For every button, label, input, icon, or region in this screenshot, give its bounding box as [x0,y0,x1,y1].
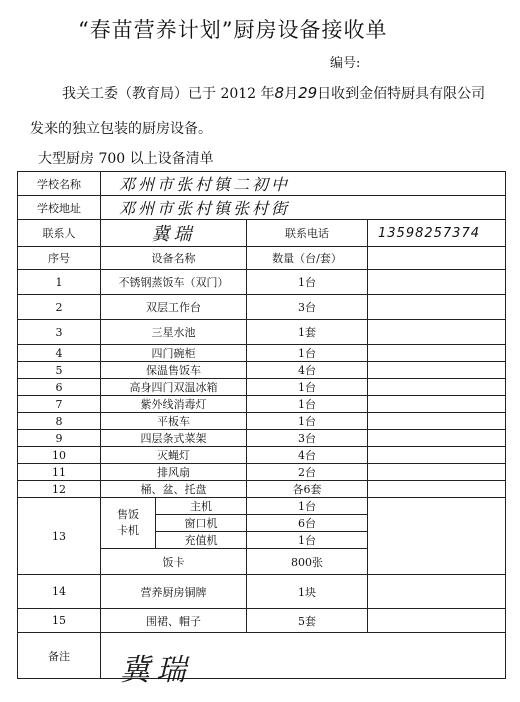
card-machine-qty: 1台 [247,498,368,515]
table-row [18,295,506,320]
table-row [18,464,506,481]
row-name: 围裙、帽子 [101,609,247,633]
row-qty: 3台 [247,295,368,320]
card-machine-item: 饭卡 [101,549,247,575]
table-row [18,447,506,464]
row-qty: 1台 [247,345,368,362]
row-qty: 1块 [247,575,368,609]
table-row [18,396,506,413]
card-machine-qty: 800张 [247,549,368,575]
row-index: 2 [18,295,101,320]
row-blank [368,430,506,447]
handwritten-month: 8 [274,84,285,102]
card-machine-qty: 6台 [247,515,368,532]
card-machine-item: 窗口机 [156,515,247,532]
row-qty: 4台 [247,447,368,464]
card-machine-qty: 1台 [247,532,368,549]
contact-label: 联系人 [18,220,101,247]
row-index: 6 [18,379,101,396]
row-qty: 1台 [247,413,368,430]
table-row [18,609,506,633]
phone-label: 联系电话 [247,220,368,247]
row-qty: 各6套 [247,481,368,498]
row-name: 排风扇 [101,464,247,481]
table-row [18,362,506,379]
row-name: 营养厨房铜牌 [101,575,247,609]
row-name: 高身四门双温冰箱 [101,379,247,396]
row-name: 双层工作台 [101,295,247,320]
column-header-row [18,247,506,270]
row-blank [368,413,506,430]
row-blank [368,295,506,320]
row-index: 14 [18,575,101,609]
card-machine-item: 充值机 [156,532,247,549]
school-address-row [18,196,506,220]
row-name: 不锈钢蒸饭车（双门） [101,270,247,295]
card-machine-index: 13 [18,498,101,575]
receipt-statement [62,83,485,103]
list-subtitle: 大型厨房 700 以上设备清单 [38,151,214,167]
row-blank [368,320,506,345]
equipment-table [17,171,506,679]
row-qty: 1台 [247,396,368,413]
row-name: 桶、盆、托盘 [101,481,247,498]
row-blank [368,464,506,481]
row-name: 保温售饭车 [101,362,247,379]
column-header-qty: 数量（台/套） [247,247,368,270]
contact-row [18,220,506,247]
row-index: 8 [18,413,101,430]
card-machine-label-text: 售饭卡机 [117,508,139,537]
row-qty: 1台 [247,379,368,396]
row-blank [368,270,506,295]
row-name: 三星水池 [101,320,247,345]
card-machine-row [18,498,506,515]
school-name-row [18,172,506,196]
row-index: 7 [18,396,101,413]
row-index: 5 [18,362,101,379]
row-index: 9 [18,430,101,447]
row-index: 10 [18,447,101,464]
table-row [18,320,506,345]
row-qty: 4台 [247,362,368,379]
school-name-value: 邓州市张村镇二初中 [101,172,506,196]
row-index: 4 [18,345,101,362]
table-row [18,379,506,396]
table-row [18,481,506,498]
row-blank [368,396,506,413]
row-qty: 2台 [247,464,368,481]
table-row [18,430,506,447]
table-row [18,270,506,295]
row-index: 15 [18,609,101,633]
row-index: 3 [18,320,101,345]
row-qty: 5套 [247,609,368,633]
row-name: 平板车 [101,413,247,430]
receipt-statement-line2: 发来的独立包装的厨房设备。 [30,121,212,137]
row-blank [368,362,506,379]
row-name: 灭蝇灯 [101,447,247,464]
receipt-statement-prefix: 我关工委（教育局）已于 2012 年 [62,86,275,102]
contact-value: 冀瑞 [101,220,247,247]
phone-value: 13598257374 [368,220,506,247]
row-name: 四门碗柜 [101,345,247,362]
table-row [18,345,506,362]
table-row [18,413,506,430]
school-name-label: 学校名称 [18,172,101,196]
row-blank [368,447,506,464]
column-header-blank [368,247,506,270]
row-blank [368,498,506,575]
month-suffix: 月 [284,86,299,102]
row-qty: 1套 [247,320,368,345]
receipt-statement-suffix: 日收到金佰特厨具有限公司 [317,86,486,102]
row-qty: 1台 [247,270,368,295]
row-name: 紫外线消毒灯 [101,396,247,413]
row-blank [368,575,506,609]
row-blank [368,345,506,362]
row-index: 12 [18,481,101,498]
card-machine-item: 主机 [156,498,247,515]
card-machine-label [101,498,156,549]
page-title: “春苗营养计划”厨房设备接收单 [78,18,388,42]
school-address-label: 学校地址 [18,196,101,220]
row-qty: 3台 [247,430,368,447]
column-header-name: 设备名称 [101,247,247,270]
row-blank [368,609,506,633]
row-blank [368,481,506,498]
remarks-label: 备注 [18,633,101,679]
remarks-row [18,633,506,679]
document-number-label: 编号: [330,56,361,71]
row-blank [368,379,506,396]
handwritten-day: 29 [298,84,318,102]
row-index: 11 [18,464,101,481]
row-index: 1 [18,270,101,295]
column-header-index: 序号 [18,247,101,270]
handwritten-signature: 冀瑞 [120,653,192,688]
row-name: 四层条式菜架 [101,430,247,447]
table-row [18,575,506,609]
school-address-value: 邓州市张村镇张村街 [101,196,506,220]
